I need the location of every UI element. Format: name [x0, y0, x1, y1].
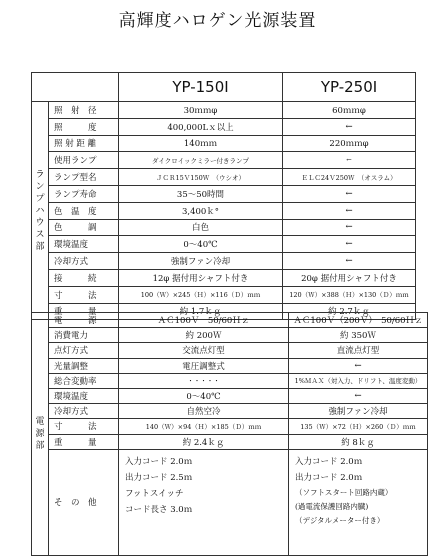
spec-value-model2: ← — [283, 236, 416, 253]
table-row — [32, 388, 428, 403]
spec-value-model2: 135（Ｗ）×72（Ｈ）×260（Ｄ）ｍｍ — [289, 419, 428, 434]
spec-label: ランプ寿命 — [49, 185, 119, 202]
spec-value-model2: ← — [283, 202, 416, 219]
header-blank — [32, 73, 119, 102]
spec-value-model1: 0～40℃ — [119, 388, 289, 403]
spec-value-model1: 0～40℃ — [119, 236, 283, 253]
spec-label: 色 温 度 — [49, 202, 119, 219]
spec-value-model1: ・・・・・ — [119, 373, 289, 388]
other-item: 入力コード 2.0ｍ — [295, 456, 363, 467]
spec-value-model2: 約 8ｋｇ — [289, 434, 428, 449]
spec-label: 重 量 — [49, 434, 119, 449]
spec-value-model1: 約 200Ｗ — [119, 328, 289, 343]
spec-value-model1: ＪＣＲ15Ｖ150Ｗ （ウシオ） — [119, 169, 283, 186]
spec-table-lamphouse — [31, 72, 416, 320]
spec-value-model1: 400,000Lｘ以上 — [119, 118, 283, 135]
spec-label: そ の 他 — [49, 449, 119, 555]
spec-label: ランプ型名 — [49, 169, 119, 186]
model-name: YP-150I — [119, 73, 283, 102]
spec-value-model1: 白色 — [119, 219, 283, 236]
table-row — [32, 202, 416, 219]
spec-label: 寸 法 — [49, 286, 119, 303]
page-title: 高輝度ハロゲン光源装置 — [118, 11, 317, 31]
spec-value-model2: ＥＬＣ24Ｖ250Ｗ （オスラム） — [283, 169, 416, 186]
spec-value-model2: 220ｍｍφ — [283, 135, 416, 152]
table-row — [32, 313, 428, 328]
spec-value-model2: ← — [289, 388, 428, 403]
spec-value-model1: 強制ファン冷却 — [119, 253, 283, 270]
table-row — [32, 253, 416, 270]
spec-value-model2: ← — [283, 185, 416, 202]
spec-value-model1: ＡＣ100Ｖ 50/60Ｈｚ — [119, 313, 289, 328]
other-item: （ソフトスタート回路内蔵） — [295, 487, 393, 497]
spec-label: 消費電力 — [49, 328, 119, 343]
spec-value-model2: 20φ 据付用シャフト付き — [283, 269, 416, 286]
spec-value-model2: 直流点灯型 — [289, 343, 428, 358]
other-item: コード長さ 3.0ｍ — [125, 504, 193, 515]
spec-value-model2: 約 350Ｗ — [289, 328, 428, 343]
spec-value-model2: 120（Ｗ）×388（Ｈ）×130（Ｄ）ｍｍ — [283, 286, 416, 303]
table-row — [32, 169, 416, 186]
spec-value-model1: 自然空冷 — [119, 404, 289, 419]
spec-value-model1: 3,400ｋ° — [119, 202, 283, 219]
table-row — [32, 328, 428, 343]
section-label-text: 電源部 — [35, 416, 45, 451]
table-row — [32, 102, 416, 119]
section-label — [32, 313, 49, 556]
spec-value-model1: 約 1.7ｋｇ — [119, 303, 283, 320]
other-item: （デジタルメーター付き） — [295, 515, 385, 525]
table-row — [32, 152, 416, 169]
spec-label: 照 射 径 — [49, 102, 119, 119]
section-label-text: ランプハウス部 — [35, 169, 45, 252]
spec-label: 環境温度 — [49, 388, 119, 403]
spec-label: 使用ランプ — [49, 152, 119, 169]
spec-value-model1: 140（Ｗ）×94（Ｈ）×185（Ｄ）ｍｍ — [119, 419, 289, 434]
table-row — [32, 286, 416, 303]
spec-value-model2: ← — [283, 219, 416, 236]
spec-value-model1: 35～50時間 — [119, 185, 283, 202]
table-row — [32, 343, 428, 358]
table-row — [32, 185, 416, 202]
table-row — [32, 269, 416, 286]
spec-label: 冷却方式 — [49, 253, 119, 270]
spec-label: 重 量 — [49, 303, 119, 320]
spec-label: 光量調整 — [49, 358, 119, 373]
spec-value-model1: ダイクロイックミラー付きランプ — [119, 152, 283, 169]
spec-label: 総合変動率 — [49, 373, 119, 388]
spec-value-model1: 30ｍｍφ — [119, 102, 283, 119]
spec-value-model2: ← — [283, 253, 416, 270]
spec-value-model1: 100（Ｗ）×245（Ｈ）×116（Ｄ）ｍｍ — [119, 286, 283, 303]
table-row — [32, 219, 416, 236]
table-row — [32, 236, 416, 253]
spec-value-model2: ＡＣ100Ｖ（200Ｖ） 50/60Ｈｚ — [289, 313, 428, 328]
table-row — [32, 358, 428, 373]
other-item: 出力コード 2.0ｍ — [295, 472, 363, 483]
spec-value-model2: ← — [289, 358, 428, 373]
other-item: 出力コード 2.5ｍ — [125, 472, 193, 483]
table-row — [32, 434, 428, 449]
other-item: 入力コード 2.0ｍ — [125, 456, 193, 467]
table-header-row — [32, 73, 416, 102]
spec-value-model2: ← — [283, 118, 416, 135]
other-values-model1 — [119, 449, 289, 555]
spec-label: 色 調 — [49, 219, 119, 236]
section-label — [32, 102, 49, 320]
table-row — [32, 419, 428, 434]
table-row — [32, 118, 416, 135]
table-row — [32, 135, 416, 152]
spec-value-model1: 交流点灯型 — [119, 343, 289, 358]
other-item: (過電流保護回路内臓) — [295, 501, 369, 511]
table-row — [32, 404, 428, 419]
spec-label: 環境温度 — [49, 236, 119, 253]
spec-label: 接 続 — [49, 269, 119, 286]
spec-value-model2: 1%ＭＡＸ（対入力、ドリフト、温度変動） — [289, 373, 428, 388]
table-row — [32, 373, 428, 388]
model-name: YP-250I — [283, 73, 416, 102]
spec-label: 点灯方式 — [49, 343, 119, 358]
spec-label: 照 度 — [49, 118, 119, 135]
spec-value-model1: 約 2.4ｋｇ — [119, 434, 289, 449]
spec-value-model2: 約 2.7ｋｇ — [283, 303, 416, 320]
spec-table-power — [31, 312, 428, 556]
spec-label: 寸 法 — [49, 419, 119, 434]
spec-value-model2: 60ｍｍφ — [283, 102, 416, 119]
other-item: フットスイッチ — [125, 488, 184, 499]
spec-value-model1: 12φ 据付用シャフト付き — [119, 269, 283, 286]
spec-label: 照 射 距 離 — [49, 135, 119, 152]
spec-value-model1: 電圧調整式 — [119, 358, 289, 373]
table-row-other — [32, 449, 428, 555]
spec-label: 冷却方式 — [49, 404, 119, 419]
spec-value-model2: 強制ファン冷却 — [289, 404, 428, 419]
spec-value-model2: ← — [283, 152, 416, 169]
other-values-model2 — [289, 449, 428, 555]
spec-value-model1: 140ｍｍ — [119, 135, 283, 152]
spec-label: 電 源 — [49, 313, 119, 328]
